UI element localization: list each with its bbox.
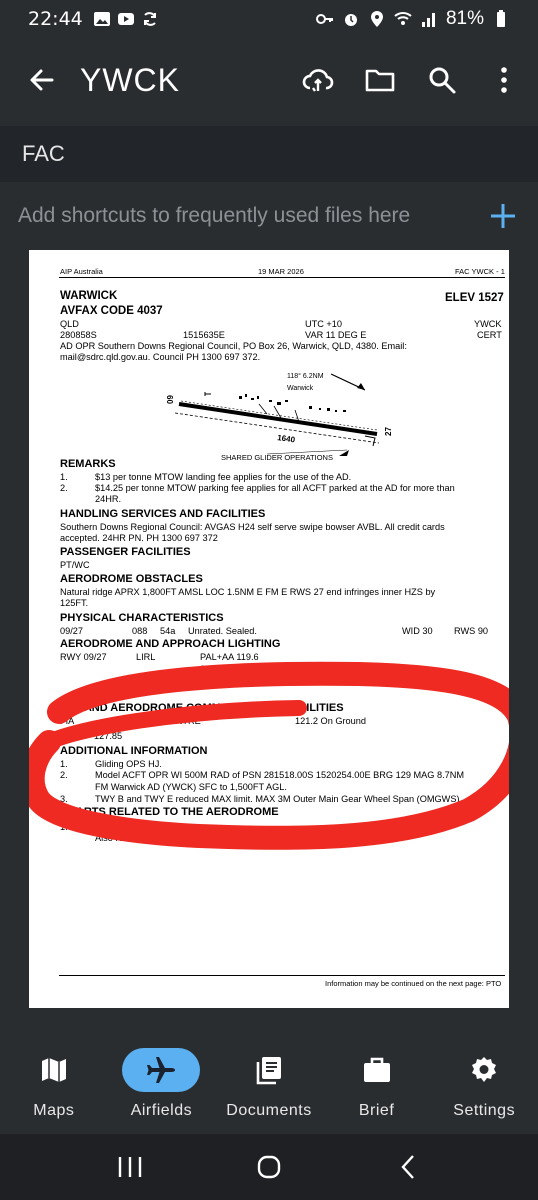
remark-2-text: $14.25 per tonne MTOW parking fee applies for all ACFT parked at the AD for more than <box>95 483 455 493</box>
chevron-left-icon <box>398 1153 418 1181</box>
handling-heading: HANDLING SERVICES AND FACILITIES <box>60 508 266 520</box>
system-navigation <box>0 1134 538 1200</box>
lighting-type: LIRL <box>136 652 156 662</box>
nav-settings[interactable] <box>430 1038 538 1134</box>
diagram-rwy-left: 09 <box>166 395 175 404</box>
charts-1-num: 1. <box>60 822 68 832</box>
wifi-icon <box>394 10 412 28</box>
additional-1-num: 1. <box>60 759 68 769</box>
briefcase-icon <box>361 1054 393 1086</box>
physical-surface: Unrated. Sealed. <box>188 626 257 636</box>
lighting-pal: PAL+AA 119.6 <box>200 652 259 662</box>
state: QLD <box>60 319 79 329</box>
doc-footer-note: Information may be continued on the next page: PTO <box>325 979 502 988</box>
physical-heading: PHYSICAL CHARACTERISTICS <box>60 612 224 624</box>
avfax-code: AVFAX CODE 4037 <box>60 305 163 317</box>
recent-apps-button[interactable] <box>110 1147 150 1187</box>
physical-dir: 088 <box>132 626 148 636</box>
key-icon <box>316 10 334 28</box>
ctaf-label: CTAF <box>60 729 89 741</box>
more-vert-icon <box>499 66 509 94</box>
nav-documents-label: Documents <box>226 1102 312 1119</box>
shortcuts-bar <box>0 190 538 242</box>
handling-line-2: accepted. 24HR PN. PH 1300 697 372 <box>60 533 218 543</box>
charts-2-text: Also refer to AIP Departure and Approach Procedures. <box>95 833 316 843</box>
system-back-button[interactable] <box>388 1147 428 1187</box>
icao-code: YWCK <box>474 319 502 329</box>
nav-maps-label: Maps <box>33 1102 75 1119</box>
diagram-bearing-note: 118° 6.2NM <box>287 373 324 380</box>
recents-icon <box>116 1155 144 1179</box>
nav-maps[interactable] <box>0 1038 108 1134</box>
aerodrome-name: WARWICK <box>60 290 118 302</box>
diagram-caption: SHARED GLIDER OPERATIONS <box>221 453 333 462</box>
shortcuts-placeholder: Add shortcuts to frequently used files here <box>18 204 411 227</box>
passenger-text: PT/WC <box>60 560 90 570</box>
additional-3-text: TWY B and TWY E reduced MAX limit. MAX 3M Outer Main Gear Wheel Span (OMGWS). <box>95 794 463 804</box>
certification: CERT <box>477 330 502 340</box>
lighting-partial: 09/27: 90M. <box>200 664 249 674</box>
status-right <box>316 8 510 30</box>
longitude: 1515635E <box>183 330 225 340</box>
remark-2-num: 2. <box>60 483 68 493</box>
nav-airfields[interactable] <box>108 1038 216 1134</box>
sync-icon <box>141 10 159 28</box>
physical-width: WID 30 <box>402 626 433 636</box>
diagram-rwy-right: 27 <box>384 427 393 436</box>
nav-settings-label: Settings <box>453 1102 516 1119</box>
handling-line-1: Southern Downs Regional Council: AVGAS H24 self serve swipe bowser AVBL. All credit cards <box>60 522 445 532</box>
aerodrome-elevation: ELEV 1527 <box>445 292 504 304</box>
status-bar <box>0 0 538 38</box>
physical-rwy: 09/27 <box>60 626 83 636</box>
add-shortcut-button[interactable] <box>488 201 518 231</box>
back-button[interactable] <box>22 60 62 100</box>
cloud-download-button[interactable] <box>298 60 338 100</box>
ats-heading: ATS AND AERODROME COMMUNICATION FACILITIES <box>60 702 344 714</box>
search-icon <box>427 65 457 95</box>
gallery-icon <box>93 10 111 28</box>
nav-brief-label: Brief <box>358 1102 395 1119</box>
diagram-rwy-length: 1640 <box>276 433 296 445</box>
operator-line-1: AD OPR Southern Downs Regional Council, PO Box 26, Warwick, QLD, 4380. Email: <box>60 341 407 351</box>
magnetic-variation: VAR 11 DEG E <box>305 330 367 340</box>
battery-icon <box>492 10 510 28</box>
bottom-navigation <box>0 1038 538 1134</box>
physical-rws: RWS 90 <box>454 626 489 636</box>
home-icon <box>255 1153 283 1181</box>
page-title: YWCK <box>80 61 180 98</box>
red-annotation-scribble <box>29 650 509 850</box>
youtube-icon <box>117 10 135 28</box>
nav-brief[interactable] <box>323 1038 431 1134</box>
remark-2-cont: 24HR. <box>95 494 122 504</box>
diagram-town-label: Warwick <box>287 385 314 392</box>
airplane-icon <box>145 1054 177 1086</box>
utc-offset: UTC +10 <box>305 319 343 329</box>
arrow-back-icon <box>28 66 56 94</box>
ats-fia: FIA <box>60 716 75 726</box>
ats-centre: BRISBANE CENTRE <box>114 716 201 726</box>
lighting-rwy: RWY 09/27 <box>60 652 107 662</box>
home-button[interactable] <box>249 1147 289 1187</box>
doc-header-left: AIP Australia <box>60 267 103 276</box>
doc-footer-rule <box>59 975 505 976</box>
plus-icon <box>489 202 517 230</box>
app-bar-actions <box>298 60 524 100</box>
additional-2-text: Model ACFT OPR WI 500M RAD of PSN 281518.00S 1520254.00E BRG 129 MAG 8.7NM <box>95 770 465 780</box>
battery-level: 81% <box>445 8 484 29</box>
app-bar <box>0 40 538 120</box>
obstacles-line-2: 125FT. <box>60 598 89 608</box>
remark-1-text: $13 per tonne MTOW landing fee applies for the use of the AD. <box>95 472 352 482</box>
latitude: 280858S <box>60 330 97 340</box>
additional-1-text: Gliding OPS HJ. <box>95 759 162 769</box>
additional-3-num: 3. <box>60 794 68 804</box>
signal-icon <box>420 10 438 28</box>
additional-2-cont: FM Warwick AD (YWCK) SFC to 1,500FT AGL. <box>95 782 287 792</box>
location-icon <box>368 10 386 28</box>
notification-icons <box>93 10 159 28</box>
physical-pcn: 54a <box>160 626 176 636</box>
doc-header-rule <box>59 277 505 278</box>
operator-line-2: mail@sdrc.qld.gov.au. Council PH 1300 697 372. <box>60 352 261 362</box>
alarm-icon <box>342 10 360 28</box>
ats-freq: 121.2 On Ground <box>295 716 366 726</box>
passenger-heading: PASSENGER FACILITIES <box>60 546 191 558</box>
status-time: 22:44 <box>28 8 83 30</box>
folder-button[interactable] <box>360 60 400 100</box>
search-button[interactable] <box>422 60 462 100</box>
remarks-heading: REMARKS <box>60 458 116 470</box>
doc-header-center: 19 MAR 2026 <box>258 267 304 276</box>
additional-heading: ADDITIONAL INFORMATION <box>60 745 208 757</box>
obstacles-line-1: Natural ridge APRX 1,800FT AMSL LOC 1.5NM E FM E RWS 27 end infringes inner HZS by <box>60 587 436 597</box>
doc-header-right: FAC YWCK - 1 <box>455 267 505 276</box>
remark-1-num: 1. <box>60 472 68 482</box>
section-header: FAC <box>0 126 538 182</box>
document-page[interactable] <box>29 250 509 1008</box>
lighting-heading: AERODROME AND APPROACH LIGHTING <box>60 638 281 650</box>
nav-documents[interactable] <box>215 1038 323 1134</box>
documents-icon <box>253 1054 285 1086</box>
gear-icon <box>468 1054 500 1086</box>
charts-heading: CHARTS RELATED TO THE AERODROME <box>60 806 279 818</box>
folder-icon <box>364 64 396 96</box>
charts-1-text: WAC 3357. <box>95 822 142 832</box>
ctaf-frequency: 127.85 <box>94 731 123 741</box>
additional-2-num: 2. <box>60 770 68 780</box>
cloud-sync-icon <box>302 64 334 96</box>
more-options-button[interactable] <box>484 60 524 100</box>
aerodrome-diagram <box>159 366 399 462</box>
obstacles-heading: AERODROME OBSTACLES <box>60 573 203 585</box>
map-icon <box>39 1055 69 1085</box>
nav-airfields-label: Airfields <box>130 1102 193 1119</box>
